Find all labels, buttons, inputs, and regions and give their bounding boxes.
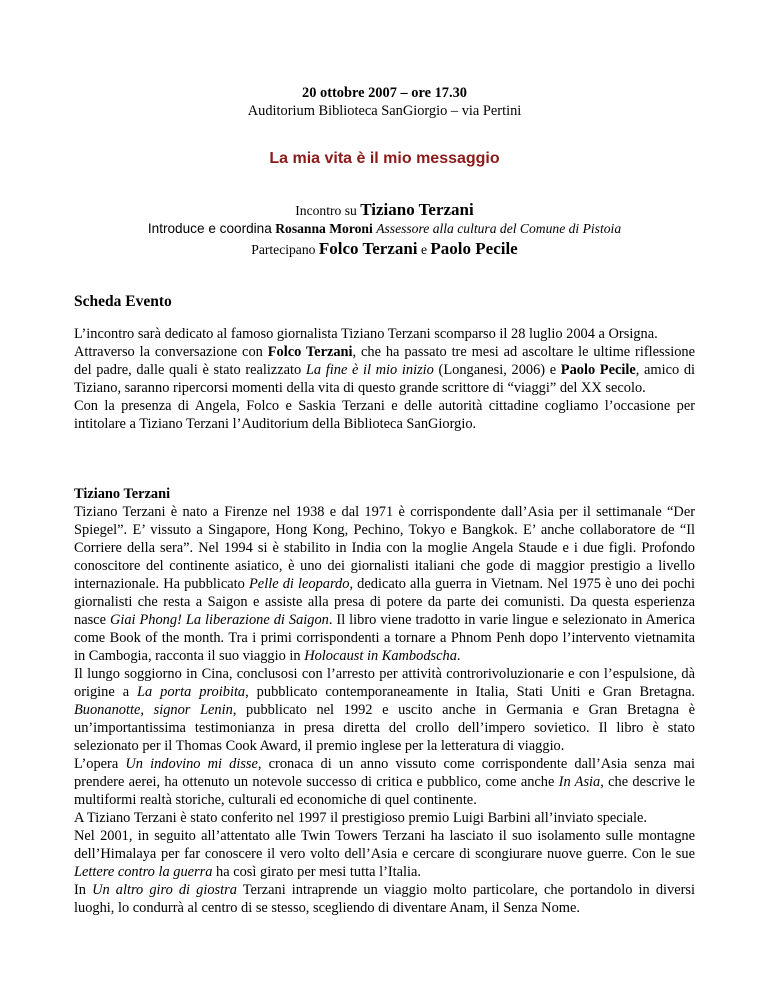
coordinator-prefix: Introduce e coordina: [147, 221, 272, 236]
text-run: .: [456, 648, 461, 664]
coordinator-role: Assessore alla cultura del Comune di Pistoia: [376, 221, 622, 236]
bio-section: [74, 485, 695, 917]
text-run: , amico di Tiziano, saranno ripercorsi momenti della vita di questo grande scrittore di “viaggi” del XX secolo.: [74, 362, 696, 396]
text-run: , che descrive le multiformi realtà storiche, culturali ed economiche di quel continente.: [74, 774, 695, 808]
book-title: Un altro giro di giostra: [92, 882, 237, 898]
bio-heading-text: Tiziano Terzani: [74, 486, 171, 502]
book-title: Un indovino mi disse: [125, 756, 258, 772]
participants-prefix: Partecipano: [251, 242, 316, 257]
event-date-time: 20 ottobre 2007 – ore 17.30: [302, 85, 467, 101]
coordinator-name: Rosanna Moroni: [275, 221, 373, 236]
text-run: L’opera: [74, 756, 126, 772]
scheda-heading: Scheda Evento: [74, 293, 172, 310]
book-title: Giai Phong! La liberazione di Saigon: [109, 612, 329, 628]
coordinator-line: [74, 220, 695, 238]
bio-heading: [74, 485, 695, 503]
name-paolo: Paolo Pecile: [560, 362, 636, 378]
book-title: Pelle di leopardo: [249, 576, 350, 592]
bio-paragraph-2: [74, 665, 695, 755]
book-title: Holocaust in Kambodscha: [304, 648, 457, 664]
scheda-paragraph-3: Con la presenza di Angela, Folco e Saskia Terzani e delle autorità cittadine cogliamo l’occasione per intitolare a Tiziano Terzani l’Auditorium della Biblioteca SanGiorgio.: [74, 398, 695, 432]
bio-paragraph-4: A Tiziano Terzani è stato conferito nel 1997 il prestigioso premio Luigi Barbini all’inviato speciale.: [74, 810, 648, 826]
scheda-body: [74, 325, 695, 433]
participants-line: [74, 238, 695, 260]
participants-joiner: e: [420, 242, 427, 257]
bio-paragraph-1: [74, 503, 695, 665]
book-title: La porta proibita: [137, 684, 246, 700]
bio-paragraph-6: [74, 881, 695, 917]
meeting-subject: Tiziano Terzani: [360, 200, 474, 219]
text-run: , cronaca di un anno vissuto come corrispondente dall’Asia senza mai prendere aerei, ha ottenuto un notevole successo di critica e pubblico, come anche: [74, 756, 695, 790]
text-run: , pubblicato contemporaneamente in Italia, Stati Uniti e Gran Bretagna.: [245, 684, 695, 700]
book-title: Buonanotte, signor Lenin: [74, 702, 233, 718]
bio-paragraph-3: [74, 755, 695, 809]
scheda-paragraph-2: [74, 343, 695, 397]
text-run: Il lungo soggiorno in Cina, conclusosi con l’arresto per attività controrivoluzionarie e con l’espulsione, dà origine a: [74, 666, 695, 700]
text-run: . Il libro viene tradotto in varie lingue e selezionato in America come Book of the month. Tra i primi corrispondenti a tornare a Phnom Penh dopo l’intervento vietnamita in Cambogia, racconta il suo viaggio in: [74, 612, 695, 664]
text-run: Tiziano Terzani è nato a Firenze nel 1938 e dal 1971 è corrispondente dall’Asia per il settimanale “Der Spiegel”. E’ vissuto a Singapore, Hong Kong, Pechino, Tokyo e Bangkok. E’ anche collaboratore de “Il Corriere della sera”. Nel 1994 si è stabilito in India con la moglie Angela Staude e i due figli. Profondo conoscitore del continente asiatico, è uno dei giornalisti italiani che gode di maggior prestigio a livello internazionale. Ha pubblicato: [74, 504, 695, 592]
meeting-line: [74, 200, 695, 220]
book-title: La fine è il mio inizio: [305, 362, 434, 378]
text-run: , dedicato alla guerra in Vietnam. Nel 1975 è uno dei pochi giornalisti che resta a Saigon e assiste alla presa di potere da parte dei comunisti. Da questa esperienza nasce: [74, 576, 695, 628]
bio-paragraph-5: [74, 827, 695, 881]
text-run: , che ha passato tre mesi ad ascoltare le ultime riflessione del padre, dalle quali è stato realizzato: [74, 344, 695, 378]
text-run: Nel 2001, in seguito all’attentato alle Twin Towers Terzani ha lasciato il suo isolamento sulle montagne dell’Himalaya per far conoscere il vero volto dell’Asia e cercare di scongiurare nuove guerre. Con le sue: [74, 828, 695, 862]
participant-paolo: Paolo Pecile: [430, 239, 518, 258]
meeting-prefix: Incontro su: [295, 203, 357, 218]
name-folco: Folco Terzani: [267, 344, 353, 360]
event-venue: Auditorium Biblioteca SanGiorgio – via Pertini: [247, 103, 522, 119]
text-run: In: [74, 882, 93, 898]
event-title: La mia vita è il mio messaggio: [269, 150, 500, 167]
text-run: Terzani intraprende un viaggio molto particolare, che portandolo in diversi luoghi, lo condurrà al centro di se stesso, scegliendo di diventare Anam, il Senza Nome.: [74, 882, 695, 916]
document-page: [74, 84, 695, 917]
text-run: (Longanesi, 2006) e: [433, 362, 561, 378]
book-title: Lettere contro la guerra: [74, 864, 213, 880]
scheda-paragraph-1: L’incontro sarà dedicato al famoso giornalista Tiziano Terzani scomparso il 28 luglio 2004 a Orsigna.: [74, 326, 658, 342]
text-run: , pubblicato nel 1992 e uscito anche in Germania e Gran Bretagna è un’importantissima testimonianza in presa diretta del crollo dell’impero sovietico. Il libro è stato selezionato per il Thomas Cook Award, il premio inglese per la letteratura di viaggio.: [74, 702, 696, 754]
text-run: Attraverso la conversazione con: [74, 344, 268, 360]
book-title: In Asia: [558, 774, 601, 790]
participant-folco: Folco Terzani: [318, 239, 418, 258]
text-run: ha così girato per mesi tutta l’Italia.: [212, 864, 422, 880]
